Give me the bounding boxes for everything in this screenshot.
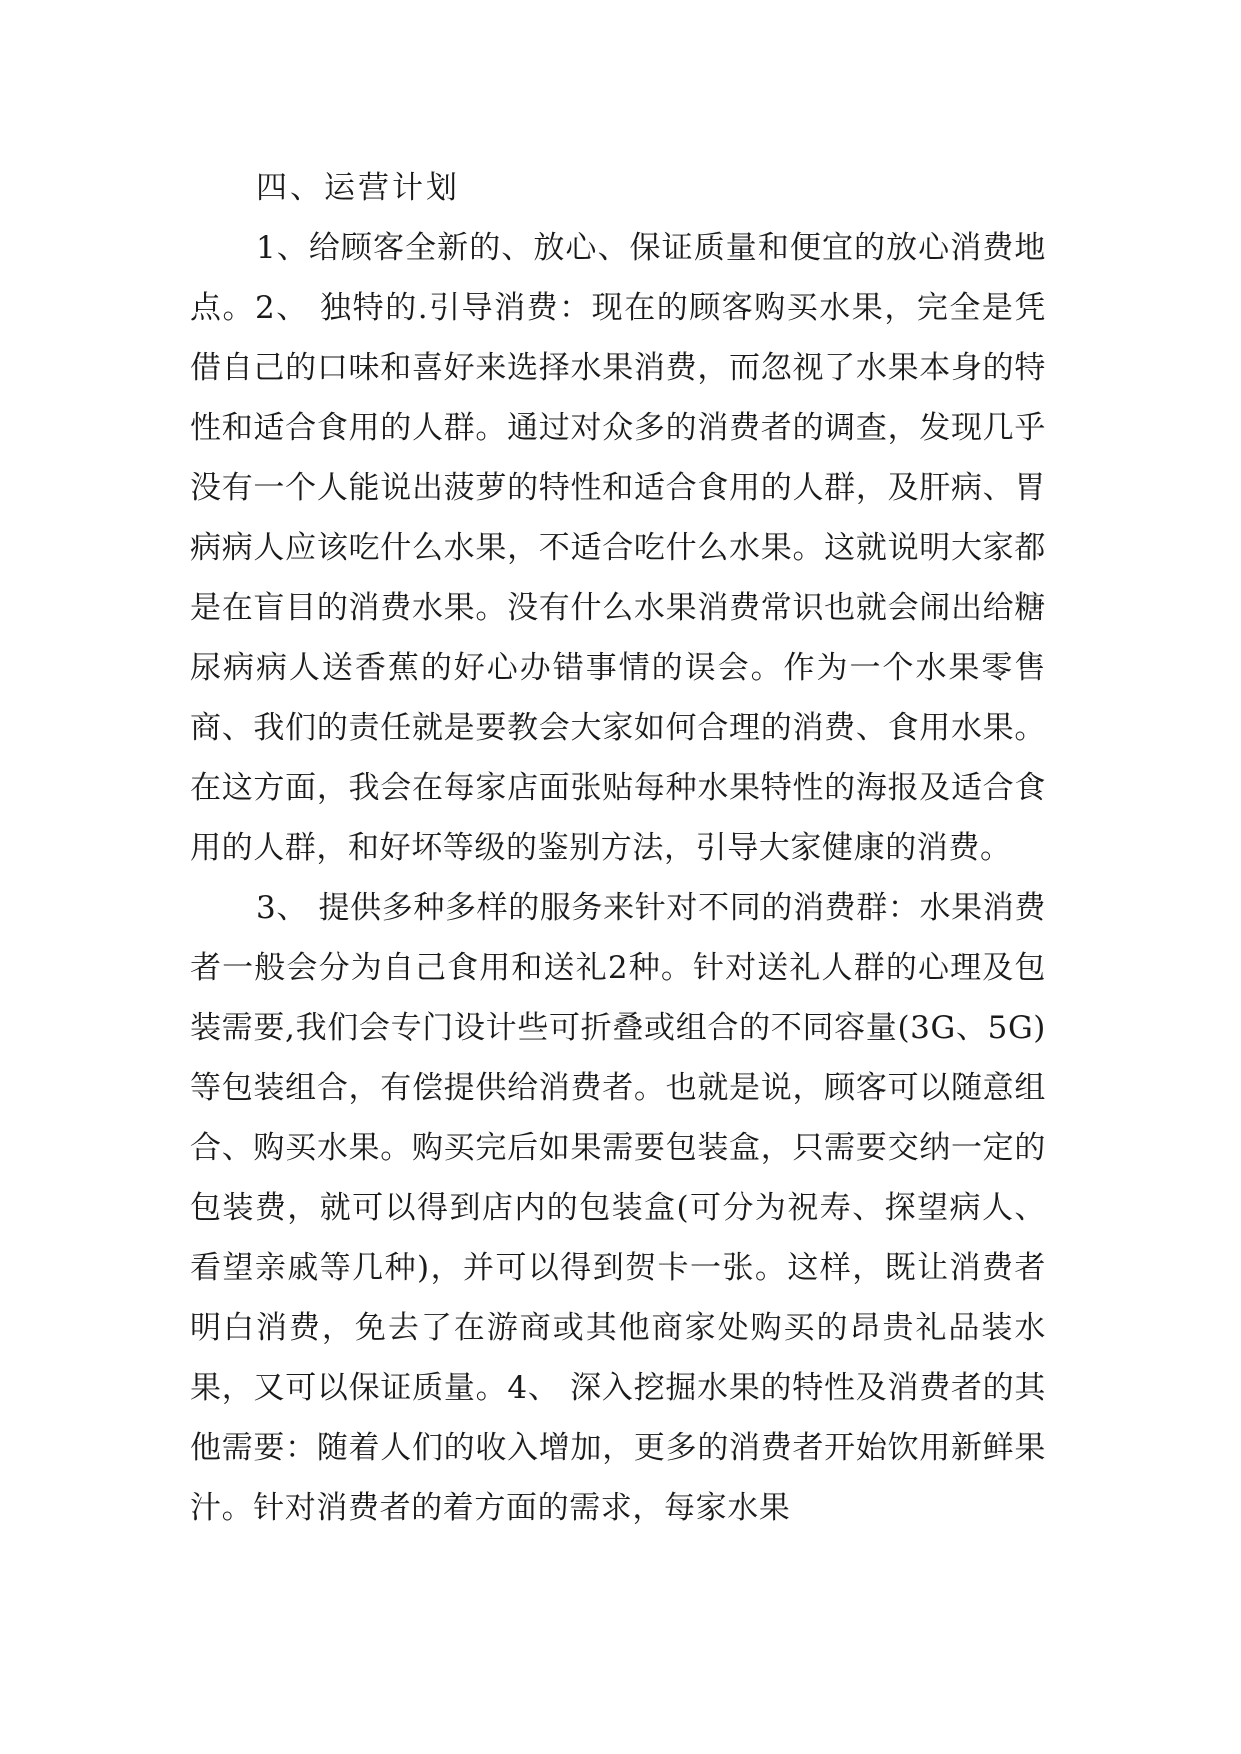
document-page xyxy=(190,158,1046,1538)
paragraph-2: 3、 提供多种多样的服务来针对不同的消费群：水果消费者一般会分为自己食用和送礼2种。针对送礼人群的心理及包装需要,我们会专门设计些可折叠或组合的不同容量(3G、5G)等包装组合，有偿提供给消费者。也就是说，顾客可以随意组合、购买水果。购买完后如果需要包装盒，只需要交纳一定的包装费，就可以得到店内的包装盒(可分为祝寿、探望病人、看望亲戚等几种)，并可以得到贺卡一张。这样，既让消费者明白消费，免去了在游商或其他商家处购买的昂贵礼品装水果，又可以保证质量。4、 深入挖掘水果的特性及消费者的其他需要：随着人们的收入增加，更多的消费者开始饮用新鲜果汁。针对消费者的着方面的需求，每家水果 xyxy=(190,890,1046,1526)
paragraph-1: 1、给顾客全新的、放心、保证质量和便宜的放心消费地点。2、 独特的.引导消费：现在的顾客购买水果，完全是凭借自己的口味和喜好来选择水果消费，而忽视了水果本身的特性和适合食用的人群。通过对众多的消费者的调查，发现几乎没有一个人能说出菠萝的特性和适合食用的人群，及肝病、胃病病人应该吃什么水果，不适合吃什么水果。这就说明大家都是在盲目的消费水果。没有什么水果消费常识也就会闹出给糖尿病病人送香蕉的好心办错事情的误会。作为一个水果零售商、我们的责任就是要教会大家如何合理的消费、食用水果。在这方面，我会在每家店面张贴每种水果特性的海报及适合食用的人群，和好坏等级的鉴别方法，引导大家健康的消费。 xyxy=(190,230,1046,866)
section-heading: 四、运营计划 xyxy=(256,170,460,206)
